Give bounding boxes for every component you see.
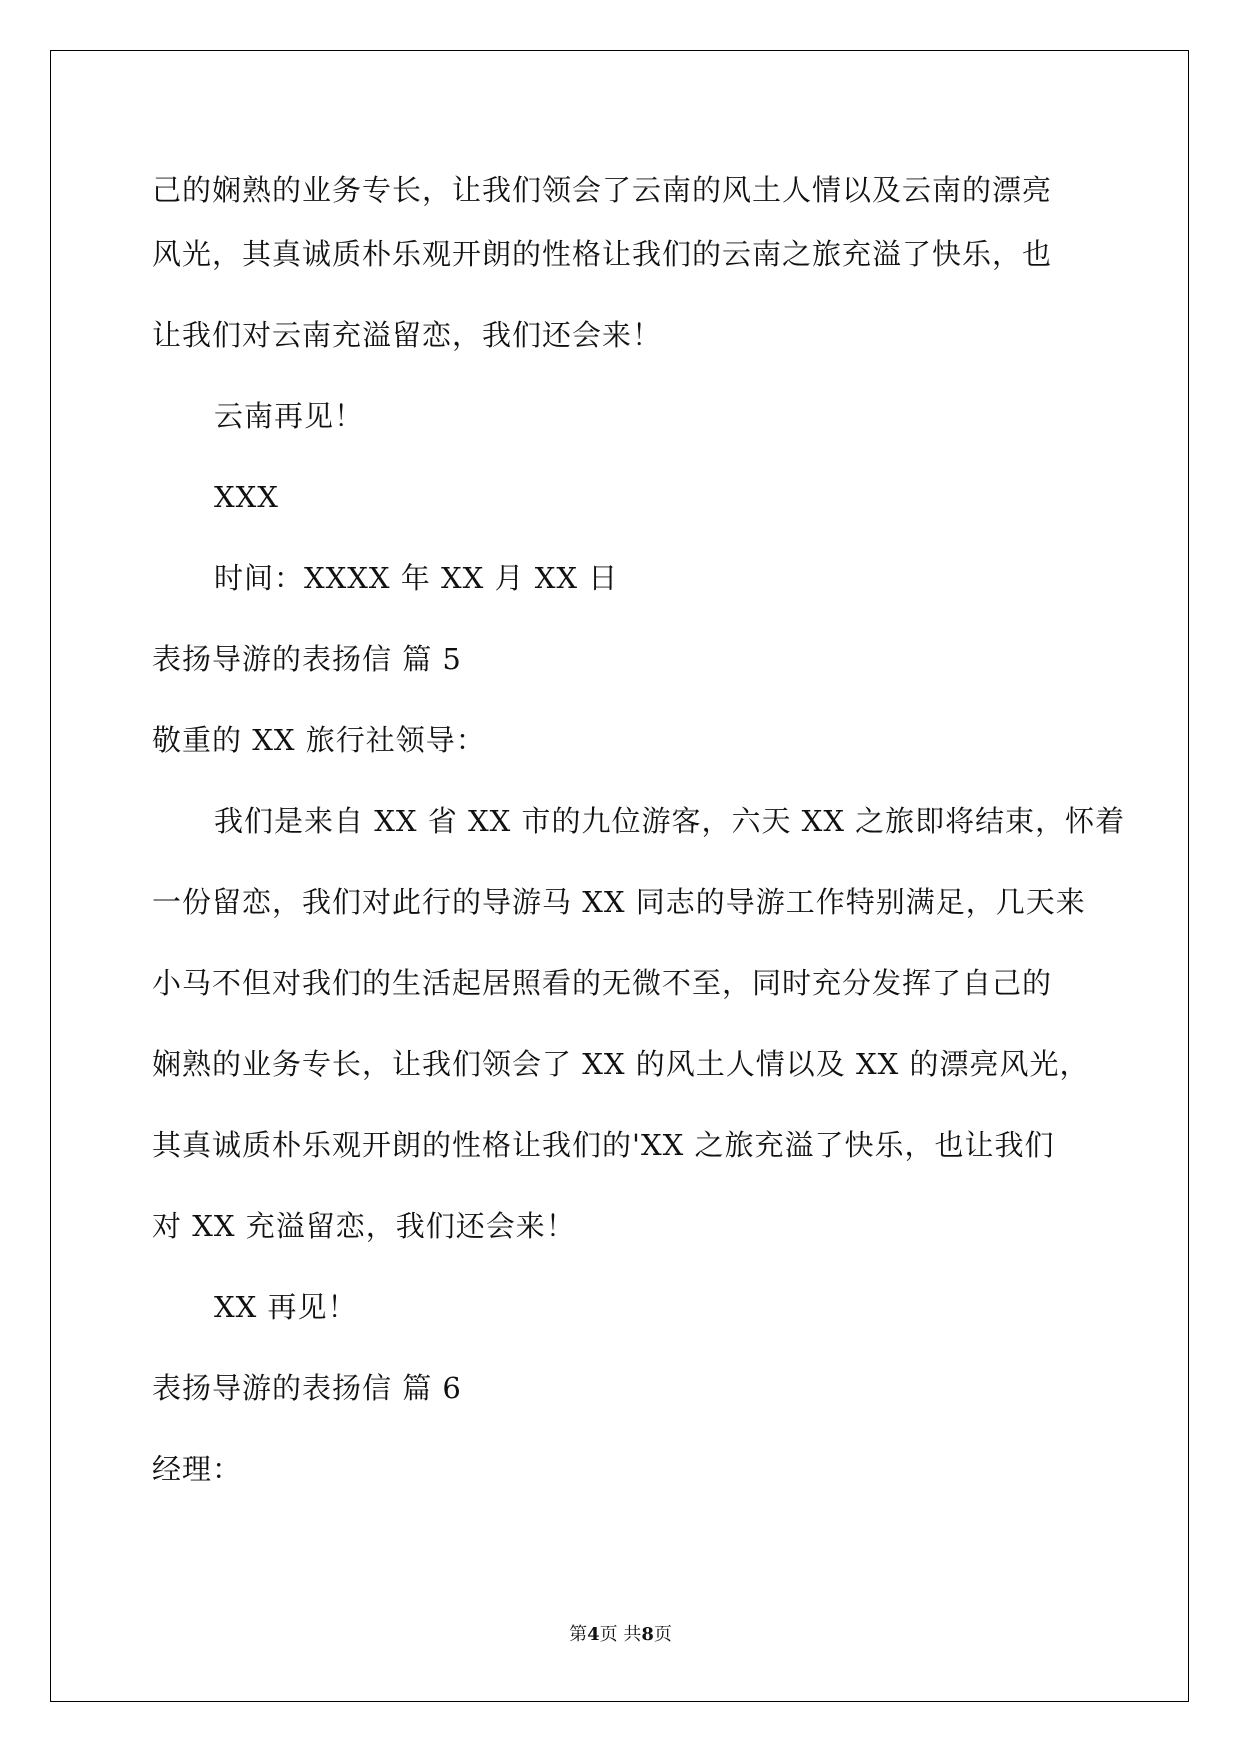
salutation: 经理： xyxy=(152,1452,243,1486)
paragraph-line: 娴熟的业务专长，让我们领会了 XX 的风土人情以及 XX 的漂亮风光， xyxy=(152,1047,1090,1081)
footer-prefix: 第 xyxy=(569,1624,588,1645)
paragraph-line: 己的娴熟的业务专长，让我们领会了云南的风土人情以及云南的漂亮 xyxy=(152,173,1053,207)
footer-mid: 页 共 xyxy=(599,1624,642,1645)
signature-line: XXX xyxy=(214,480,279,514)
section-heading: 表扬导游的表扬信 篇 5 xyxy=(152,642,462,676)
page-footer xyxy=(0,1620,1241,1646)
total-page-count: 8 xyxy=(641,1624,654,1645)
paragraph-line: 让我们对云南充溢留恋，我们还会来！ xyxy=(152,318,663,352)
footer-suffix: 页 xyxy=(653,1624,672,1645)
closing-line: XX 再见！ xyxy=(214,1290,358,1324)
document-body xyxy=(152,166,1126,1510)
paragraph-line: 风光，其真诚质朴乐观开朗的性格让我们的云南之旅充溢了快乐，也 xyxy=(152,237,1053,271)
closing-line: 云南再见！ xyxy=(214,399,365,433)
paragraph-line: 其真诚质朴乐观开朗的性格让我们的'XX 之旅充溢了快乐，也让我们 xyxy=(152,1128,1055,1162)
salutation: 敬重的 XX 旅行社领导： xyxy=(152,723,486,757)
paragraph-line: 小马不但对我们的生活起居照看的无微不至，同时充分发挥了自己的 xyxy=(152,966,1053,1000)
paragraph-line: 一份留恋，我们对此行的导游马 XX 同志的导游工作特别满足，几天来 xyxy=(152,885,1086,919)
date-line: 时间：XXXX 年 XX 月 XX 日 xyxy=(214,561,619,595)
paragraph-line: 我们是来自 XX 省 XX 市的九位游客，六天 XX 之旅即将结束，怀着 xyxy=(214,804,1126,838)
paragraph-line: 对 XX 充溢留恋，我们还会来！ xyxy=(152,1209,576,1243)
section-heading: 表扬导游的表扬信 篇 6 xyxy=(152,1371,462,1405)
current-page-number: 4 xyxy=(587,1624,600,1645)
